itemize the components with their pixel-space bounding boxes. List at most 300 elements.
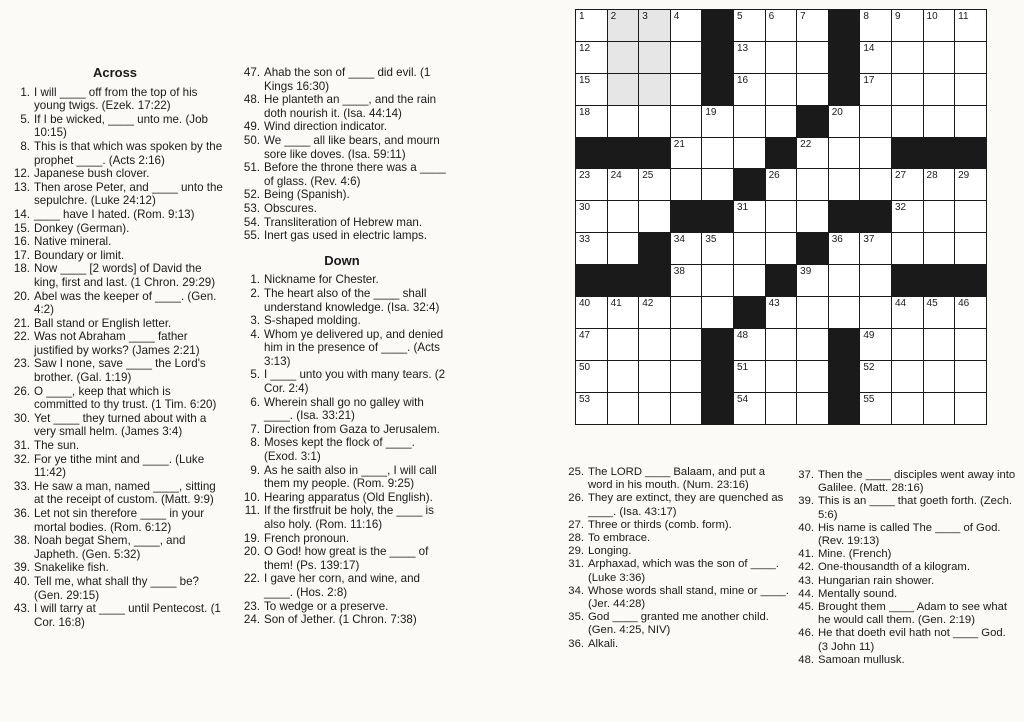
clue-text: French pronoun. — [264, 531, 350, 545]
clue-number: 53. — [243, 201, 260, 215]
across-clue — [6, 317, 224, 331]
grid-cell[interactable] — [797, 201, 829, 233]
grid-cell[interactable] — [733, 137, 765, 169]
grid-cell — [702, 392, 734, 424]
across-clue — [6, 357, 224, 384]
grid-cell[interactable] — [670, 137, 702, 169]
grid-cell[interactable] — [702, 137, 734, 169]
grid-cell[interactable] — [670, 392, 702, 424]
cell-number: 46 — [958, 298, 970, 310]
clue-number: 45. — [798, 601, 814, 614]
grid-cell[interactable] — [670, 73, 702, 105]
clue-number: 36. — [568, 637, 584, 650]
grid-cell[interactable] — [955, 105, 987, 137]
grid-cell[interactable] — [891, 201, 923, 233]
grid-cell[interactable] — [891, 41, 923, 73]
grid-cell — [702, 10, 734, 42]
clue-number: 27. — [568, 518, 584, 531]
clue-text: Nickname for Chester. — [264, 273, 379, 287]
clue-text: Transliteration of Hebrew man. — [264, 215, 423, 229]
clue-number: 22. — [13, 330, 30, 344]
grid-cell[interactable] — [923, 10, 955, 42]
grid-cell[interactable] — [891, 392, 923, 424]
grid-cell[interactable] — [607, 360, 639, 392]
cell-number: 40 — [579, 298, 591, 310]
grid-cell[interactable] — [670, 360, 702, 392]
cell-number: 13 — [736, 42, 749, 54]
grid-cell — [828, 360, 860, 392]
cell-number: 29 — [958, 170, 970, 182]
cell-number: 35 — [705, 234, 717, 246]
grid-cell[interactable] — [765, 41, 797, 73]
clue-text: They are extinct, they are quenched as ____. (Isa. 43:17) — [588, 492, 784, 518]
clue-text: Moses kept the flock of ____. (Exod. 3:1) — [264, 436, 415, 464]
across-column — [6, 66, 224, 629]
grid-cell[interactable] — [607, 328, 639, 360]
down-clue — [236, 273, 448, 287]
cell-number: 39 — [800, 266, 812, 278]
grid-cell[interactable] — [639, 360, 671, 392]
grid-cell[interactable] — [860, 105, 892, 137]
grid-cell[interactable] — [639, 297, 671, 329]
grid-cell[interactable] — [733, 105, 765, 137]
clue-text: Alkali. — [588, 637, 619, 650]
grid-cell[interactable] — [733, 328, 765, 360]
grid-cell[interactable] — [891, 105, 923, 137]
grid-cell[interactable] — [639, 328, 671, 360]
clue-text: To embrace. — [588, 532, 651, 545]
grid-cell — [828, 73, 860, 105]
grid-cell[interactable] — [860, 265, 892, 297]
clue-text: Hungarian rain shower. — [818, 574, 935, 587]
cell-number: 7 — [800, 11, 806, 22]
clue-text: Being (Spanish). — [264, 188, 350, 202]
clue-number: 31. — [568, 558, 584, 571]
grid-cell[interactable] — [765, 297, 797, 329]
across-clue — [236, 93, 448, 120]
clue-number: 44. — [798, 587, 814, 600]
grid-cell[interactable] — [955, 360, 987, 392]
clue-number: 43. — [798, 574, 814, 587]
grid-cell[interactable] — [639, 201, 671, 233]
grid-cell[interactable] — [765, 233, 797, 265]
grid-cell[interactable] — [923, 233, 955, 265]
across-clue — [6, 167, 224, 181]
cell-number: 52 — [863, 361, 875, 373]
grid-cell[interactable] — [955, 169, 987, 201]
grid-cell[interactable] — [828, 233, 860, 265]
grid-cell — [955, 265, 987, 297]
clue-number: 50. — [243, 133, 260, 147]
clue-number: 26. — [568, 492, 584, 505]
across-clue — [236, 161, 448, 188]
grid-cell[interactable] — [702, 105, 734, 137]
grid-cell[interactable] — [765, 105, 797, 137]
cell-number: 41 — [610, 298, 622, 310]
clue-text: Native mineral. — [34, 235, 112, 249]
grid-cell[interactable] — [576, 41, 608, 73]
clue-number: 39. — [13, 561, 30, 575]
grid-cell[interactable] — [955, 328, 987, 360]
grid-cell[interactable] — [576, 201, 608, 233]
clue-text: Hearing apparatus (Old English). — [264, 490, 433, 504]
grid-cell[interactable] — [860, 137, 892, 169]
down-clue — [790, 588, 1016, 601]
grid-cell[interactable] — [639, 169, 671, 201]
grid-cell — [607, 265, 639, 297]
grid-cell[interactable] — [955, 297, 987, 329]
down-clue — [790, 548, 1016, 561]
grid-cell — [702, 41, 734, 73]
across-clue — [236, 188, 448, 202]
clue-text: ____ have I hated. (Rom. 9:13) — [34, 207, 195, 221]
grid-cell — [702, 201, 734, 233]
clue-number: 31. — [13, 439, 30, 453]
clue-number: 19. — [243, 531, 260, 545]
grid-cell[interactable] — [955, 392, 987, 424]
cell-number: 23 — [579, 170, 591, 182]
across-clue — [236, 202, 448, 216]
grid-cell[interactable] — [670, 297, 702, 329]
grid-cell[interactable] — [576, 233, 608, 265]
across-clue — [6, 208, 224, 222]
clue-text: Was not Abraham ____ father justified by works? (James 2:21) — [34, 330, 200, 357]
cell-number: 24 — [610, 170, 622, 182]
grid-cell[interactable] — [860, 233, 892, 265]
clue-number: 16. — [13, 235, 30, 249]
grid-cell[interactable] — [576, 328, 608, 360]
grid-cell[interactable] — [923, 169, 955, 201]
across-clue — [236, 216, 448, 230]
down-clue — [790, 522, 1016, 548]
clue-text: Tell me, what shall thy ____ be? (Gen. 29:15) — [34, 574, 199, 602]
cell-number: 47 — [579, 329, 591, 341]
grid-cell[interactable] — [955, 73, 987, 105]
down-clue — [236, 436, 448, 463]
grid-cell[interactable] — [860, 73, 892, 105]
grid-cell[interactable] — [797, 360, 829, 392]
grid-cell[interactable] — [733, 233, 765, 265]
across-clue — [6, 235, 224, 249]
grid-cell — [891, 265, 923, 297]
clue-text: He planteth an ____, and the rain doth nourish it. (Isa. 44:14) — [264, 93, 437, 120]
grid-cell[interactable] — [923, 392, 955, 424]
clue-number: 28. — [568, 532, 584, 545]
grid-cell[interactable] — [733, 10, 765, 42]
down-clue — [790, 575, 1016, 588]
clue-text: To wedge or a preserve. — [264, 599, 389, 613]
clue-number: 43. — [13, 602, 30, 616]
grid-cell[interactable] — [639, 105, 671, 137]
grid-cell[interactable] — [765, 392, 797, 424]
grid-cell — [891, 137, 923, 169]
grid-cell[interactable] — [923, 297, 955, 329]
grid-cell[interactable] — [797, 10, 829, 42]
clue-text: Three or thirds (comb. form). — [588, 518, 732, 531]
clue-text: Noah begat Shem, ____, and Japheth. (Gen. 5:32) — [34, 534, 186, 561]
cell-number: 2 — [610, 11, 617, 22]
clue-text: Then the ____ disciples went away into Galilee. (Matt. 28:16) — [818, 469, 1016, 495]
grid-cell[interactable] — [576, 73, 608, 105]
grid-cell[interactable] — [733, 392, 765, 424]
grid-cell — [828, 41, 860, 73]
grid-cell — [733, 297, 765, 329]
grid-cell[interactable] — [607, 73, 639, 105]
clue-text: The heart also of the ____ shall understand knowledge. (Isa. 32:4) — [264, 286, 440, 314]
cell-number: 36 — [831, 234, 843, 246]
cell-number: 37 — [863, 234, 875, 246]
clue-number: 26. — [13, 384, 30, 398]
clue-number: 52. — [243, 188, 260, 202]
grid-cell[interactable] — [733, 73, 765, 105]
clue-number: 54. — [243, 215, 260, 229]
grid-cell[interactable] — [860, 41, 892, 73]
across-clue — [236, 120, 448, 134]
cell-number: 25 — [642, 170, 654, 182]
across-clue-list-continued — [236, 66, 448, 243]
grid-cell[interactable] — [891, 169, 923, 201]
cell-number: 3 — [642, 11, 648, 22]
grid-cell[interactable] — [860, 297, 892, 329]
clue-text: We ____ all like bears, and mourn sore like doves. (Isa. 59:11) — [264, 133, 440, 161]
grid-cell[interactable] — [607, 10, 639, 42]
clue-text: I will ____ off from the top of his young twigs. (Ezek. 17:22) — [34, 85, 198, 113]
grid-cell[interactable] — [891, 233, 923, 265]
clue-number: 6. — [250, 395, 260, 409]
grid-cell[interactable] — [607, 392, 639, 424]
grid-cell[interactable] — [860, 328, 892, 360]
grid-cell[interactable] — [765, 73, 797, 105]
down-clue — [236, 328, 448, 369]
cell-number: 34 — [673, 234, 685, 246]
across-clue-list — [6, 86, 224, 630]
clue-number: 9. — [250, 463, 260, 477]
clue-number: 48. — [798, 653, 814, 666]
grid-cell[interactable] — [670, 265, 702, 297]
grid-cell[interactable] — [733, 201, 765, 233]
clue-text: Direction from Gaza to Jerusalem. — [264, 422, 440, 436]
middle-column — [236, 66, 448, 627]
clue-number: 39. — [798, 495, 814, 508]
grid-cell[interactable] — [607, 201, 639, 233]
across-clue — [236, 134, 448, 161]
grid-cell[interactable] — [891, 73, 923, 105]
down-clue — [236, 613, 448, 627]
cell-number: 50 — [579, 361, 591, 373]
grid-cell[interactable] — [923, 201, 955, 233]
grid-cell[interactable] — [576, 392, 608, 424]
clue-text: Ahab the son of ____ did evil. (1 Kings 16:30) — [264, 66, 431, 93]
across-clue — [6, 439, 224, 453]
clue-text: Wherein shall go no galley with ____. (Isa. 33:21) — [264, 395, 424, 423]
grid-cell[interactable] — [797, 73, 829, 105]
clue-number: 49. — [243, 120, 260, 134]
across-heading: Across — [92, 65, 138, 80]
grid-cell[interactable] — [828, 265, 860, 297]
grid-cell[interactable] — [576, 360, 608, 392]
grid-cell[interactable] — [607, 169, 639, 201]
grid-cell — [639, 265, 671, 297]
down-clue — [790, 469, 1016, 495]
grid-cell[interactable] — [860, 360, 892, 392]
clue-text: Son of Jether. (1 Chron. 7:38) — [264, 613, 417, 627]
clue-number: 5. — [20, 112, 30, 126]
grid-cell[interactable] — [670, 105, 702, 137]
clue-number: 51. — [243, 161, 260, 175]
grid-cell[interactable] — [828, 297, 860, 329]
down-clue — [236, 423, 448, 437]
grid-cell[interactable] — [891, 360, 923, 392]
grid-cell[interactable] — [955, 233, 987, 265]
grid-cell[interactable] — [923, 360, 955, 392]
across-clue — [6, 222, 224, 236]
grid-cell[interactable] — [955, 201, 987, 233]
clue-number: 41. — [798, 548, 814, 561]
grid-cell[interactable] — [576, 10, 608, 42]
grid-cell[interactable] — [607, 105, 639, 137]
cell-number: 31 — [736, 202, 749, 214]
clue-number: 11. — [244, 504, 260, 518]
grid-cell[interactable] — [797, 265, 829, 297]
grid-cell[interactable] — [955, 41, 987, 73]
clue-number: 5. — [250, 368, 260, 382]
grid-cell[interactable] — [670, 328, 702, 360]
grid-cell[interactable] — [670, 169, 702, 201]
grid-cell[interactable] — [607, 41, 639, 73]
grid-cell[interactable] — [702, 233, 734, 265]
grid-cell[interactable] — [891, 328, 923, 360]
grid-cell[interactable] — [765, 328, 797, 360]
clue-text: The sun. — [34, 439, 80, 453]
down-clue — [560, 492, 792, 518]
across-clue — [6, 534, 224, 561]
grid-cell[interactable] — [576, 105, 608, 137]
clue-text: Then arose Peter, and ____ unto the sepulchre. (Luke 24:12) — [34, 180, 223, 208]
down-clue — [560, 545, 792, 558]
cell-number: 28 — [926, 170, 938, 182]
grid-cell[interactable] — [797, 41, 829, 73]
grid-cell[interactable] — [765, 169, 797, 201]
grid-cell[interactable] — [765, 10, 797, 42]
clue-number: 4. — [250, 327, 260, 341]
grid-cell[interactable] — [702, 297, 734, 329]
cell-number: 20 — [831, 106, 843, 118]
down-clue — [236, 600, 448, 614]
grid-cell[interactable] — [765, 360, 797, 392]
grid-cell[interactable] — [828, 169, 860, 201]
clue-text: Donkey (German). — [34, 221, 130, 235]
down-clue — [236, 287, 448, 314]
grid-cell[interactable] — [891, 297, 923, 329]
clue-number: 17. — [13, 248, 30, 262]
cell-number: 33 — [579, 234, 591, 246]
grid-cell[interactable] — [639, 73, 671, 105]
clue-number: 21. — [13, 316, 30, 330]
grid-cell[interactable] — [797, 297, 829, 329]
grid-cell — [828, 328, 860, 360]
clue-text: Before the throne there was a ____ of glass. (Rev. 4:6) — [264, 161, 446, 188]
cell-number: 16 — [736, 74, 749, 86]
grid-cell[interactable] — [702, 265, 734, 297]
grid-cell[interactable] — [955, 10, 987, 42]
down-clue — [236, 396, 448, 423]
grid-cell[interactable] — [639, 10, 671, 42]
grid-cell[interactable] — [923, 41, 955, 73]
clue-text: Now ____ [2 words] of David the king, first and last. (1 Chron. 29:29) — [34, 262, 216, 289]
grid-cell[interactable] — [670, 233, 702, 265]
clue-text: God ____ granted me another child. (Gen. 4:25, NIV) — [588, 611, 769, 637]
clue-number: 35. — [568, 611, 584, 624]
clue-text: The LORD ____ Balaam, and put a word in his mouth. (Num. 23:16) — [588, 466, 766, 492]
clue-number: 3. — [250, 314, 260, 328]
grid-cell[interactable] — [733, 360, 765, 392]
cell-number: 1 — [579, 11, 585, 22]
grid-cell — [702, 360, 734, 392]
down-clue — [236, 464, 448, 491]
crossword-grid — [575, 9, 987, 425]
grid-cell[interactable] — [576, 297, 608, 329]
grid-cell[interactable] — [797, 392, 829, 424]
grid-cell[interactable] — [891, 10, 923, 42]
down-column-continued-2 — [790, 469, 1016, 667]
clue-number: 40. — [13, 574, 30, 588]
down-clue — [790, 601, 1016, 627]
grid-cell[interactable] — [797, 137, 829, 169]
clue-text: I ____ unto you with many tears. (2 Cor. 2:4) — [264, 368, 446, 396]
down-clue — [560, 532, 792, 545]
cell-number: 26 — [768, 170, 780, 182]
grid-cell[interactable] — [828, 105, 860, 137]
grid-cell[interactable] — [639, 392, 671, 424]
down-clue — [236, 314, 448, 328]
grid-cell[interactable] — [860, 392, 892, 424]
across-clue — [6, 480, 224, 507]
grid-cell[interactable] — [923, 328, 955, 360]
grid-cell[interactable] — [923, 105, 955, 137]
grid-cell[interactable] — [733, 265, 765, 297]
grid-cell[interactable] — [607, 233, 639, 265]
clue-number: 33. — [13, 479, 30, 493]
clue-text: Inert gas used in electric lamps. — [264, 229, 428, 243]
grid-cell[interactable] — [670, 10, 702, 42]
grid-cell[interactable] — [828, 137, 860, 169]
down-clue-list — [236, 273, 448, 626]
cell-number: 15 — [579, 74, 591, 86]
grid-cell[interactable] — [923, 73, 955, 105]
grid-cell[interactable] — [797, 169, 829, 201]
grid-cell[interactable] — [733, 41, 765, 73]
grid-cell[interactable] — [607, 297, 639, 329]
clue-text: Whose words shall stand, mine or ____. (Jer. 44:28) — [588, 584, 789, 611]
grid-cell[interactable] — [576, 169, 608, 201]
clue-number: 15. — [13, 221, 30, 235]
grid-cell[interactable] — [860, 169, 892, 201]
clue-text: As he saith also in ____, I will call them my people. (Rom. 9:25) — [264, 463, 437, 491]
grid-cell[interactable] — [797, 328, 829, 360]
grid-cell — [607, 137, 639, 169]
across-clue — [6, 602, 224, 629]
clue-text: Obscures. — [264, 201, 317, 215]
clue-number: 8. — [250, 436, 260, 450]
grid-cell[interactable] — [670, 41, 702, 73]
grid-cell[interactable] — [639, 41, 671, 73]
clue-number: 1. — [20, 85, 30, 99]
grid-cell[interactable] — [860, 10, 892, 42]
grid-cell — [923, 137, 955, 169]
grid-cell[interactable] — [702, 169, 734, 201]
grid-cell[interactable] — [765, 201, 797, 233]
cell-number: 54 — [736, 393, 749, 405]
